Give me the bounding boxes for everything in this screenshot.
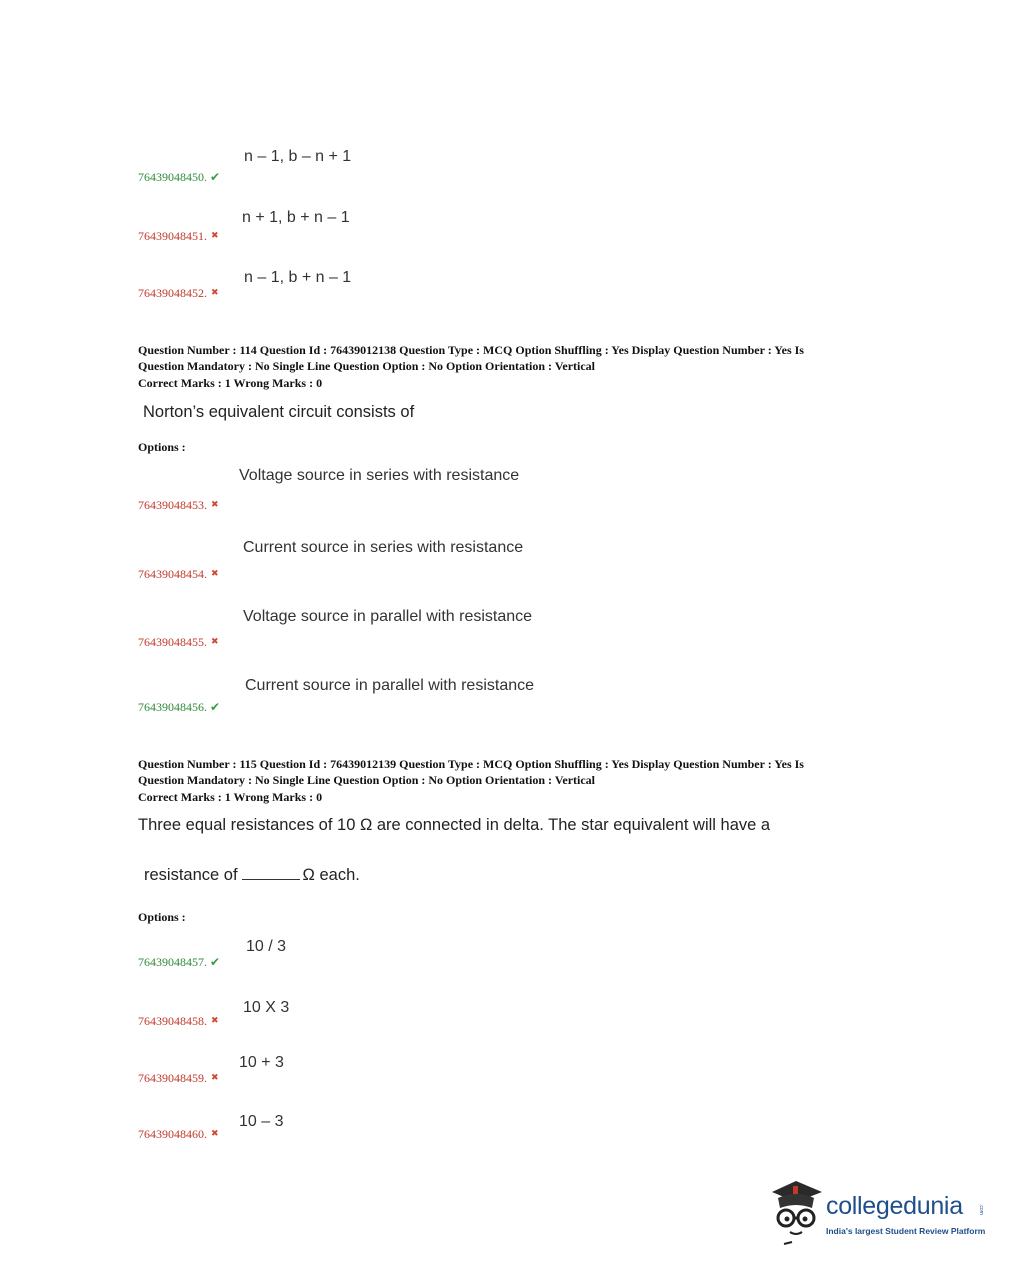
option-text: 10 / 3 [246,938,287,955]
option-id: 76439048455. ✖ [138,635,219,649]
logo-suffix: .com [978,1204,984,1215]
cross-icon: ✖ [211,1072,219,1082]
option-id: 76439048450. ✔ [138,170,221,184]
option-text: 10 + 3 [239,1054,284,1071]
option-id: 76439048456. ✔ [138,700,221,714]
question-meta: Question Number : 114 Question Id : 76439012138 Question Type : MCQ Option Shuffling : Yes Display Question Number : Yes Is Question Mandatory : No Single Line Question Option : No Option Orientation : Vertical Correct Marks : 1 Wrong Marks : 0 [138,343,804,390]
option-text: Current source in series with resistance [243,539,524,556]
option-text: n – 1, b – n + 1 [244,148,352,165]
question-text: Norton’s equivalent circuit consists of [143,403,415,421]
cross-icon: ✖ [211,1015,219,1025]
check-icon: ✔ [210,955,221,969]
option-id: 76439048452. ✖ [138,286,219,300]
question-meta: Question Number : 115 Question Id : 76439012139 Question Type : MCQ Option Shuffling : Yes Display Question Number : Yes Is Question Mandatory : No Single Line Question Option : No Option Orientation : Vertical Correct Marks : 1 Wrong Marks : 0 [138,757,804,804]
option-text: n + 1, b + n – 1 [242,209,350,226]
logo-name: collegedunia [826,1192,963,1220]
mascot-icon [766,1178,826,1246]
check-icon: ✔ [210,170,221,184]
collegedunia-logo [766,1178,996,1248]
question-text: Three equal resistances of 10 Ω are connected in delta. The star equivalent will have a [138,816,771,834]
cross-icon: ✖ [211,568,219,578]
option-id: 76439048453. ✖ [138,498,219,512]
option-id: 76439048458. ✖ [138,1014,219,1028]
question-text-line2: resistance of Ω each. [144,866,360,884]
option-id: 76439048459. ✖ [138,1071,219,1085]
options-label: Options : [138,440,186,454]
option-id: 76439048454. ✖ [138,567,219,581]
option-text: n – 1, b + n – 1 [244,269,352,286]
cross-icon: ✖ [211,1128,219,1138]
option-id: 76439048451. ✖ [138,229,219,243]
option-id: 76439048457. ✔ [138,955,221,969]
logo-tagline: India's largest Student Review Platform [826,1226,986,1236]
cross-icon: ✖ [211,287,219,297]
option-text: Current source in parallel with resistance [245,677,535,694]
option-id: 76439048460. ✖ [138,1127,219,1141]
answer-blank [242,867,300,880]
options-label: Options : [138,910,186,924]
cross-icon: ✖ [211,636,219,646]
option-text: Voltage source in parallel with resistance [243,608,533,625]
option-text: 10 X 3 [243,999,290,1016]
cross-icon: ✖ [211,499,219,509]
check-icon: ✔ [210,700,221,714]
cross-icon: ✖ [211,230,219,240]
option-text: Voltage source in series with resistance [239,467,520,484]
option-text: 10 – 3 [239,1113,284,1130]
